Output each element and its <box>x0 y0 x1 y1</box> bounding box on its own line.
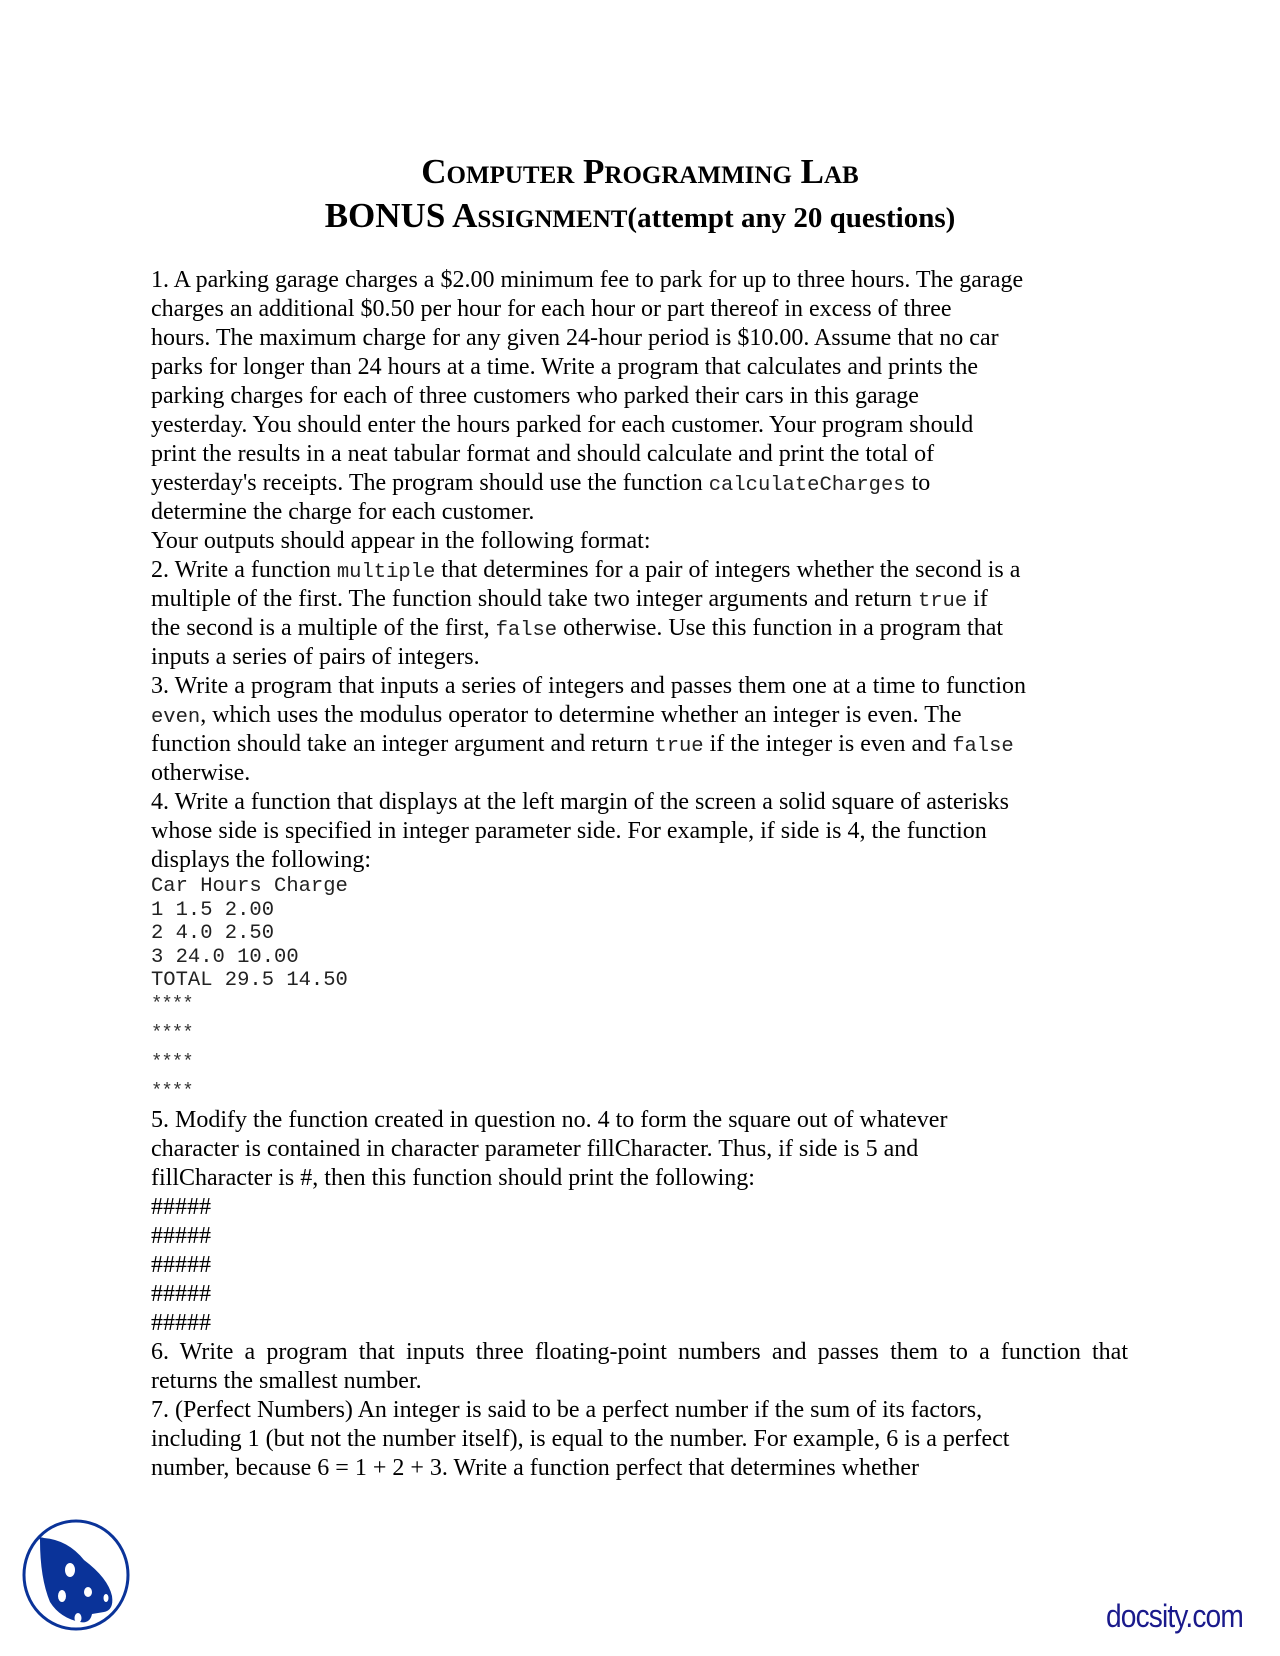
output-table-row <box>151 922 1131 946</box>
docsity-brand-link[interactable]: docsity.com <box>1106 1598 1243 1634</box>
text-segment: including 1 (but not the number itself), is equal to the number. For example, 6 is a perfect <box>151 1425 1010 1452</box>
output-table-row <box>151 946 1131 970</box>
text-segment: hours. The maximum charge for any given 24-hour period is $10.00. Assume that no car <box>151 325 999 351</box>
text-segment: 2 4.0 2.50 <box>151 922 275 945</box>
text-line <box>151 788 1131 817</box>
text-line <box>151 1367 1131 1396</box>
text-segment: charges an additional $0.50 per hour for each hour or part thereof in excess of three <box>151 296 952 322</box>
text-segment: 1 1.5 2.00 <box>151 898 275 922</box>
text-line <box>151 1164 1131 1193</box>
text-segment: 7. (Perfect Numbers) An integer is said to be a perfect number if the sum of its factors, <box>151 1396 983 1423</box>
text-segment: ##### <box>151 1280 211 1307</box>
text-line <box>151 353 1131 382</box>
inline-code: calculateCharges <box>708 474 906 497</box>
text-line <box>151 730 1131 759</box>
inline-code: even <box>151 706 201 729</box>
text-segment: , which uses the modulus operator to determine whether an integer is even. The <box>200 702 962 728</box>
text-segment: that determines for a pair of integers whether the second is a <box>435 557 1021 583</box>
text-segment: ##### <box>151 1222 211 1249</box>
docsity-logo-icon[interactable] <box>20 1518 132 1632</box>
text-line <box>151 382 1131 411</box>
text-segment: Your outputs should appear in the following format: <box>151 528 651 554</box>
text-line <box>151 1251 1131 1280</box>
inline-code: false <box>952 735 1014 758</box>
output-table-row <box>151 899 1131 923</box>
text-line <box>151 701 1131 730</box>
text-line <box>151 1222 1131 1251</box>
text-line <box>151 1106 1131 1135</box>
inline-code: multiple <box>336 561 436 584</box>
text-segment: if the integer is even and <box>703 731 953 757</box>
text-segment: **** <box>151 992 193 1015</box>
text-segment: character is contained in character parameter fillCharacter. Thus, if side is 5 and <box>151 1135 919 1162</box>
text-line <box>151 643 1131 672</box>
text-segment: ##### <box>151 1251 211 1278</box>
text-segment: 3. Write a program that inputs a series of integers and passes them one at a time to function <box>151 673 1027 699</box>
text-line <box>151 440 1131 469</box>
text-segment: TOTAL 29.5 14.50 <box>151 969 348 992</box>
text-segment: if <box>967 586 988 612</box>
text-segment: otherwise. Use this function in a program that <box>557 615 1004 641</box>
asterisk-row <box>151 1048 1131 1077</box>
document-subtitle <box>0 196 1280 236</box>
text-segment: Car Hours Charge <box>151 875 348 898</box>
text-line <box>151 817 1131 846</box>
text-segment: parking charges for each of three customers who parked their cars in this garage <box>151 383 919 409</box>
text-line <box>151 614 1131 643</box>
text-line <box>151 556 1131 585</box>
text-line <box>151 324 1131 353</box>
document-body <box>151 266 1131 1483</box>
text-segment: fillCharacter is #, then this function should print the following: <box>151 1164 755 1191</box>
text-segment: determine the charge for each customer. <box>151 499 535 525</box>
inline-code: true <box>917 590 968 613</box>
document-title: Computer Programming Lab <box>421 152 859 191</box>
text-segment: whose side is specified in integer parameter side. For example, if side is 4, the function <box>151 818 987 844</box>
text-segment: 5. Modify the function created in question no. 4 to form the square out of whatever <box>151 1106 948 1133</box>
text-line <box>151 759 1131 788</box>
text-segment: otherwise. <box>151 760 251 786</box>
text-line <box>151 469 1131 498</box>
text-segment: parks for longer than 24 hours at a time. Write a program that calculates and prints the <box>151 354 978 380</box>
text-line <box>151 672 1131 701</box>
subtitle-main: BONUS Assignment <box>324 196 628 235</box>
text-segment: yesterday's receipts. The program should use the function <box>151 470 709 496</box>
text-segment: displays the following: <box>151 847 371 873</box>
text-segment: the second is a multiple of the first, <box>151 615 496 641</box>
text-line <box>151 295 1131 324</box>
text-line <box>151 1193 1131 1222</box>
text-line <box>151 266 1131 295</box>
text-line <box>151 1309 1131 1338</box>
text-segment: print the results in a neat tabular format and should calculate and print the total of <box>151 441 935 467</box>
text-segment: **** <box>151 1021 193 1044</box>
text-line <box>151 498 1131 527</box>
text-line <box>151 1280 1131 1309</box>
asterisk-row <box>151 1077 1131 1106</box>
text-segment: 6. Write a program that inputs three floating-point numbers and passes them to a function that <box>151 1338 1128 1365</box>
text-segment: 4. Write a function that displays at the left margin of the screen a solid square of asterisks <box>151 789 1009 815</box>
text-line <box>151 527 1131 556</box>
text-segment: 1. A parking garage charges a $2.00 minimum fee to park for up to three hours. The garage <box>151 267 1024 293</box>
text-segment: inputs a series of pairs of integers. <box>151 644 480 670</box>
text-segment: to <box>905 470 931 496</box>
text-line <box>151 1454 1131 1483</box>
text-segment: 3 24.0 10.00 <box>151 945 299 969</box>
text-segment: ##### <box>151 1309 211 1336</box>
text-line <box>151 1338 1128 1367</box>
text-segment: multiple of the first. The function should take two integer arguments and return <box>151 586 918 612</box>
text-segment: **** <box>151 1079 193 1102</box>
text-segment: returns the smallest number. <box>151 1367 422 1394</box>
output-table-row <box>151 875 1131 899</box>
text-line <box>151 1425 1131 1454</box>
text-line <box>151 411 1131 440</box>
text-segment: 2. Write a function <box>151 557 337 583</box>
text-line <box>151 846 1131 875</box>
text-segment: number, because 6 = 1 + 2 + 3. Write a function perfect that determines whether <box>151 1454 919 1481</box>
text-line <box>151 1396 1131 1425</box>
text-segment: yesterday. You should enter the hours parked for each customer. Your program should <box>151 412 974 438</box>
asterisk-row <box>151 1019 1131 1048</box>
text-line <box>151 585 1131 614</box>
text-segment: function should take an integer argument and return <box>151 731 655 757</box>
inline-code: false <box>495 619 558 642</box>
text-segment: ##### <box>151 1193 211 1220</box>
text-segment: **** <box>151 1050 193 1073</box>
subtitle-note: (attempt any 20 questions) <box>627 202 956 234</box>
asterisk-row <box>151 990 1131 1019</box>
inline-code: true <box>654 735 704 758</box>
text-line <box>151 1135 1131 1164</box>
